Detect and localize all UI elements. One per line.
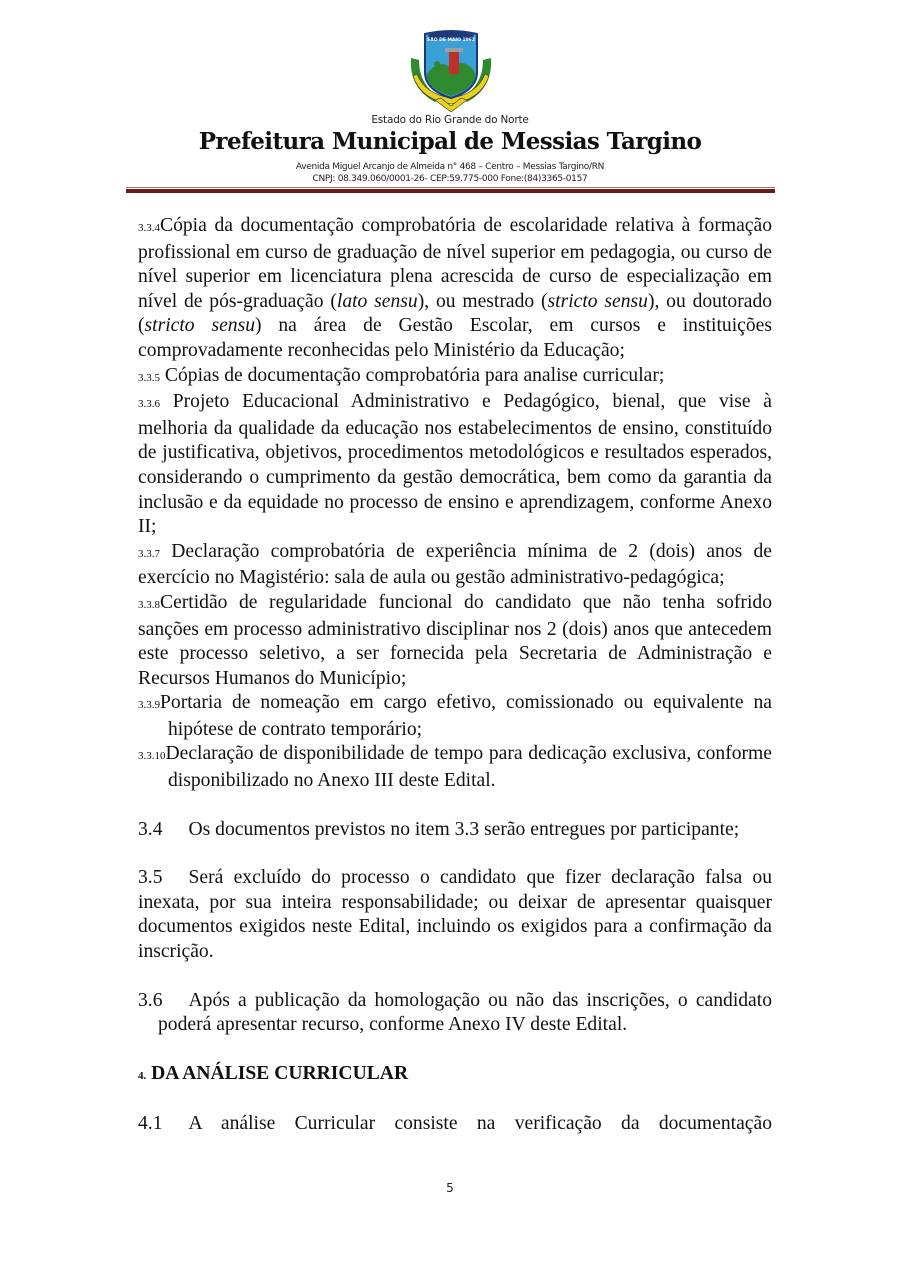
item-number: 3.3.5 xyxy=(138,371,160,384)
header-rule-thin xyxy=(126,187,775,188)
address-line: Avenida Miguel Arcanjo de Almeida n° 468 – Centro – Messias Targino/RN xyxy=(295,162,605,172)
clause-3-6: 3.6 Após a publicação da homologação ou não das inscrições, o candidato poderá apresentar recurso, conforme Anexo IV deste Edital. xyxy=(138,989,772,1036)
section-number: 4. xyxy=(138,1069,147,1082)
header-rule-thick xyxy=(126,189,775,193)
coat-of-arms-icon xyxy=(405,28,497,112)
item-3-3-10: 3.3.10Declaração de disponibilidade de tempo para dedicação exclusiva, conforme disponibilizado no Anexo III deste Edital. xyxy=(138,743,772,792)
item-number: 3.3.9 xyxy=(138,699,160,712)
svg-text:SÃO DE MAIO 1962: SÃO DE MAIO 1962 xyxy=(426,38,476,43)
clause-4-1: 4.1 A análise Curricular consiste na verificação da documentação xyxy=(138,1113,772,1135)
item-number: 3.3.10 xyxy=(138,750,166,763)
item-number: 3.3.8 xyxy=(138,598,160,611)
clause-3-4: 3.4 Os documentos previstos no item 3.3 serão entregues por participante; xyxy=(138,818,740,840)
clause-3-5: 3.5 Será excluído do processo o candidato que fizer declaração falsa ou inexata, por sua inteira responsabilidade; ou deixar de apresentar quaisquer documentos exigidos neste Edital, incluindo os exigidos para a confirmação da inscrição. xyxy=(138,867,772,963)
state-name: Estado do Rio Grande do Norte xyxy=(371,114,529,126)
page-number: 5 xyxy=(446,1181,454,1195)
section-title: DA ANÁLISE CURRICULAR xyxy=(151,1062,409,1084)
item-3-3-9: 3.3.9Portaria de nomeação em cargo efetivo, comissionado ou equivalente na hipótese de contrato temporário; xyxy=(138,692,772,740)
municipality-title: Prefeitura Municipal de Messias Targino xyxy=(198,128,702,155)
item-3-3-4: 3.3.4Cópia da documentação comprobatória de escolaridade relativa à formação profissional em curso de graduação de nível superior em pedagogia, ou curso de nível superior em licenciatura plena acrescida de curso de especialização em nível de pós-graduação (lato sensu), ou mestrado (stricto sensu), ou doutorado (stricto sensu) na área de Gestão Escolar, em cursos e instituições comprovadamente reconhecidas pelo Ministério da Educação; xyxy=(138,215,773,361)
item-number: 3.3.4 xyxy=(138,222,160,234)
contact-line: CNPJ: 08.349.060/0001-26- CEP:59.775-000 Fone:(84)3365-0157 xyxy=(312,174,588,184)
item-3-3-6: 3.3.6 Projeto Educacional Administrativo e Pedagógico, bienal, que vise à melhoria da qualidade da educação nos estabelecimentos de ensino, constituído de justificativa, objetivos, procedimentos metodológicos e resultados esperados, considerando o cumprimento da gestão democrática, bem como da garantia da inclusão e da equidade no processo de ensino e aprendizagem, conforme Anexo II; xyxy=(138,391,772,538)
item-number: 3.3.6 xyxy=(138,398,160,411)
document-body xyxy=(138,214,772,1137)
item-3-3-5: 3.3.5 Cópias de documentação comprobatória para analise curricular; xyxy=(138,364,665,386)
clause-number: 3.5 xyxy=(138,867,163,889)
item-3-3-8: 3.3.8Certidão de regularidade funcional do candidato que não tenha sofrido sanções em processo administrativo disciplinar nos 2 (dois) anos que antecedem este processo seletivo, a ser fornecida pela Secretaria de Administração e Recursos Humanos do Município; xyxy=(138,591,772,689)
clause-number: 3.4 xyxy=(138,818,163,840)
item-number: 3.3.7 xyxy=(138,547,160,560)
clause-number: 4.1 xyxy=(138,1113,163,1135)
section-heading-4 xyxy=(138,1062,772,1089)
clause-number: 3.6 xyxy=(138,989,163,1011)
item-3-3-7: 3.3.7 Declaração comprobatória de experiência mínima de 2 (dois) anos de exercício no Magistério: sala de aula ou gestão administrativo-pedagógica; xyxy=(138,540,772,589)
